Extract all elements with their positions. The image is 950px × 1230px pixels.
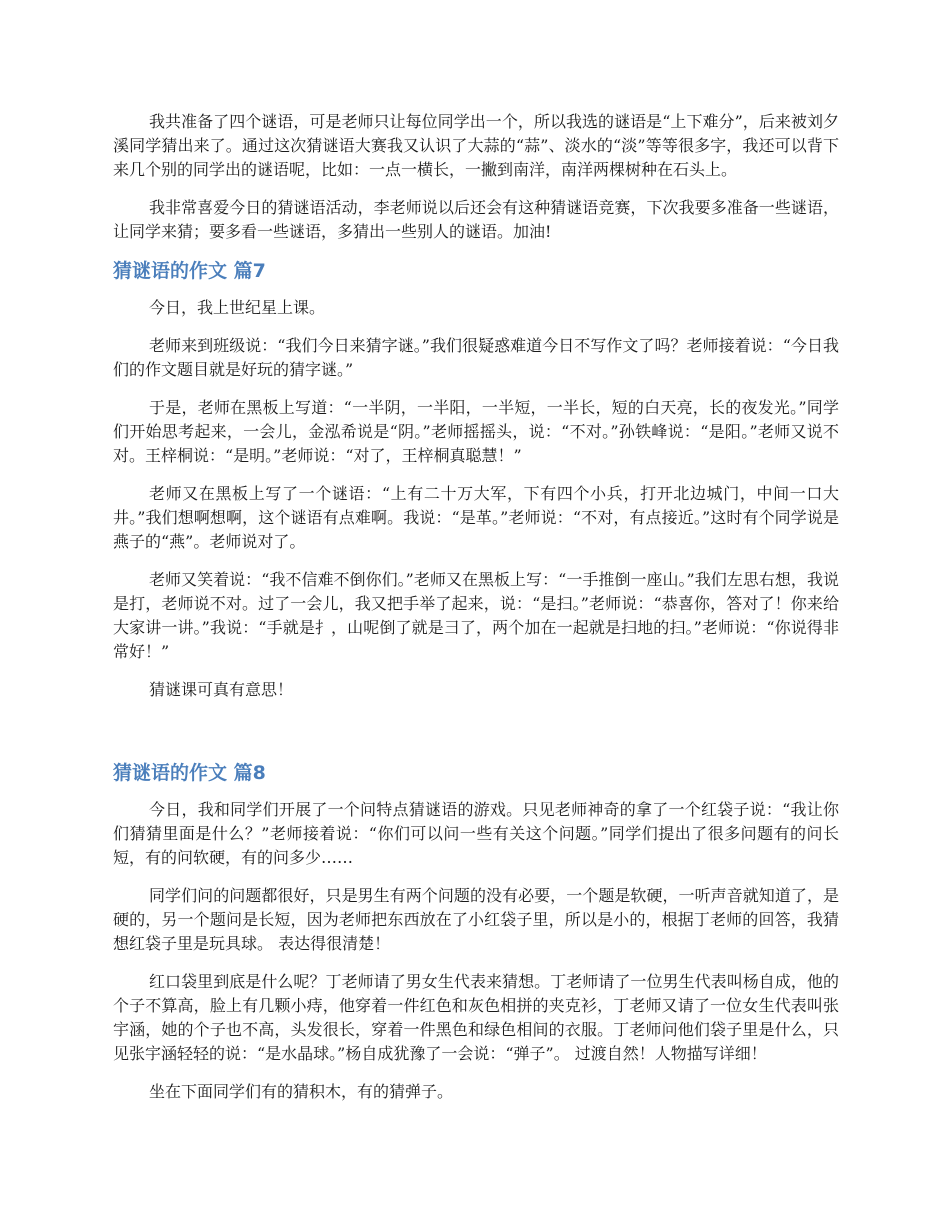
section-spacer: [113, 716, 839, 760]
paragraph: 我共准备了四个谜语，可是老师只让每位同学出一个，所以我选的谜语是“上下难分”，后来被刘夕溪同学猜出来了。通过这次猜谜语大赛我又认识了大蒜的“蒜”、淡水的“淡”等等很多字，我还可以背下来几个别的同学出的谜语呢，比如：一点一横长，一撇到南洋，南洋两棵树种在石头上。: [113, 112, 839, 179]
paragraph: 同学们问的问题都很好，只是男生有两个问题的没有必要，一个题是软硬，一听声音就知道了，是硬的，另一个题问是长短，因为老师把东西放在了小红袋子里，所以是小的，根据丁老师的回答，我猜想红袋子里是玩具球。 表达得很清楚！: [113, 886, 839, 953]
paragraph: 我非常喜爱今日的猜谜语活动，李老师说以后还会有这种猜谜语竞赛，下次我要多准备一些谜语，让同学来猜；要多看一些谜语，多猜出一些别人的谜语。加油!: [113, 198, 839, 241]
paragraph: 红口袋里到底是什么呢？丁老师请了男女生代表来猜想。丁老师请了一位男生代表叫杨自成，他的个子不算高，脸上有几颗小痔，他穿着一件红色和灰色相拼的夹克衫，丁老师又请了一位女生代表叫张宇涵，她的个子也不高，头发很长，穿着一件黑色和绿色相间的衣服。丁老师问他们袋子里是什么，只见张宇涵轻轻的说：“是水晶球。”杨自成犹豫了一会说：“弹子”。 过渡自然！人物描写详细！: [113, 972, 839, 1063]
paragraph: 老师又笑着说：“我不信难不倒你们。”老师又在黑板上写：“一手推倒一座山。”我们左思右想，我说是打，老师说不对。过了一会儿，我又把手举了起来，说：“是扫。”老师说：“恭喜你，答对了！你来给大家讲一讲。”我说：“手就是扌，山呢倒了就是彐了，两个加在一起就是扫地的扫。”老师说：“你说得非常好！”: [113, 570, 839, 661]
paragraph: 老师又在黑板上写了一个谜语：“上有二十万大军，下有四个小兵，打开北边城门，中间一口大井。”我们想啊想啊，这个谜语有点难啊。我说：“是革。”老师说：“不对，有点接近。”这时有个同学说是燕子的“燕”。老师说对了。: [113, 484, 839, 551]
section-heading-8: 猜谜语的作文 篇8: [113, 762, 266, 784]
paragraph: 于是，老师在黑板上写道：“一半阴，一半阳，一半短，一半长，短的白天亮，长的夜发光。”同学们开始思考起来，一会儿，金泓希说是“阴。”老师摇摇头，说：“不对。”孙铁峰说：“是阳。”老师又说不对。王梓桐说：“是明。”老师说：“对了，王梓桐真聪慧！”: [113, 398, 839, 465]
section-heading-7: 猜谜语的作文 篇7: [113, 260, 266, 282]
paragraph: 猜谜课可真有意思！: [149, 680, 294, 699]
paragraph: 今日，我和同学们开展了一个问特点猜谜语的游戏。只见老师神奇的拿了一个红袋子说：“我让你们猜猜里面是什么？”老师接着说：“你们可以问一些有关这个问题。”同学们提出了很多问题有的问长短，有的问软硬，有的问多少……: [113, 800, 839, 867]
document-body: [113, 110, 839, 1118]
paragraph: 今日，我上世纪星上课。: [149, 298, 326, 317]
paragraph: 坐在下面同学们有的猜积木，有的猜弹子。: [149, 1082, 454, 1101]
paragraph: 老师来到班级说：“我们今日来猜字谜。”我们很疑惑难道今日不写作文了吗？老师接着说：“今日我们的作文题目就是好玩的猜字谜。”: [113, 336, 839, 379]
